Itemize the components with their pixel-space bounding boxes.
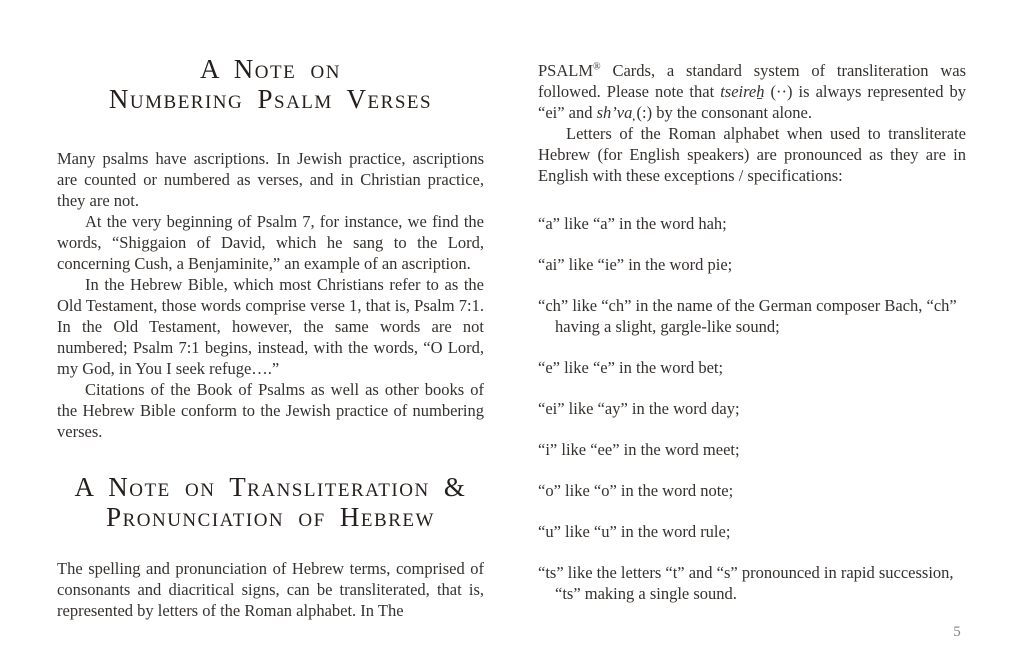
pronunciation-item-u: “u” like “u” in the word rule; [538,522,731,541]
paragraph-ascriptions: Many psalms have ascriptions. In Jewish practice, ascriptions are counted or numbered as verses, and in Christian practice, they are not. [57,149,484,210]
left-column [57,54,484,621]
pronunciation-guide-list [538,213,966,604]
right-column [538,60,966,604]
hebrew-term-shva: sh’va̦ [596,103,633,122]
paragraph-roman-letters: Letters of the Roman alphabet when used to transliterate Hebrew (for English speakers) are pronounced as they are in English with these exceptions / specifications: [538,124,966,185]
body-text: (:) by the consonant alone. [632,103,813,122]
pronunciation-item-a: “a” like “a” in the word hah; [538,214,727,233]
pronunciation-item-ts: “ts” like the letters “t” and “s” pronounced in rapid succession, “ts” making a single sound. [538,563,954,603]
body-text: Cards, a standard system of transliteration was followed. Please note that [538,61,966,101]
paragraph-citations: Citations of the Book of Psalms as well as other books of the Hebrew Bible conform to the Jewish practice of numbering verses. [57,380,484,441]
heading-line: Pronunciation of Hebrew [106,502,435,532]
paragraph-spelling: The spelling and pronunciation of Hebrew terms, comprised of consonants and diacritical signs, can be transliterated, that is, represented by letters of the Roman alphabet. In The [57,559,484,620]
paragraph-hebrew-bible: In the Hebrew Bible, which most Christians refer to as the Old Testament, those words comprise verse 1, that is, Psalm 7:1. In the Old Testament, however, the same words are not numbered; Psalm 7:1 begins, instead, with the words, “O Lord, my God, in You I seek refuge….” [57,275,484,378]
paragraph-psalm-cards [538,60,966,123]
pronunciation-item-o: “o” like “o” in the word note; [538,481,734,500]
page-number: 5 [953,624,961,640]
pronunciation-item-ch: “ch” like “ch” in the name of the German composer Bach, “ch” having a slight, gargle-like sound; [538,296,957,336]
registered-trademark-symbol: ® [593,61,601,73]
heading-numbering-psalm-verses [57,54,484,114]
body-text: (··) is always represented by “ei” and [538,82,966,122]
heading-transliteration-pronunciation [57,472,484,532]
heading-line: A Note on Transliteration & [74,472,467,502]
hebrew-term-tseireh: tseireẖ [720,82,765,101]
pronunciation-item-e: “e” like “e” in the word bet; [538,358,724,377]
paragraph-psalm7: At the very beginning of Psalm 7, for instance, we find the words, “Shiggaion of David, which he sang to the Lord, concerning Cush, a Benjaminite,” an example of an ascription. [57,212,484,273]
brand-text: PSALM [538,61,594,80]
pronunciation-item-ei: “ei” like “ay” in the word day; [538,399,740,418]
pronunciation-item-i: “i” like “ee” in the word meet; [538,440,740,459]
pronunciation-item-ai: “ai” like “ie” in the word pie; [538,255,733,274]
heading-line: A Note on [200,54,341,84]
heading-line: Numbering Psalm Verses [108,84,433,114]
